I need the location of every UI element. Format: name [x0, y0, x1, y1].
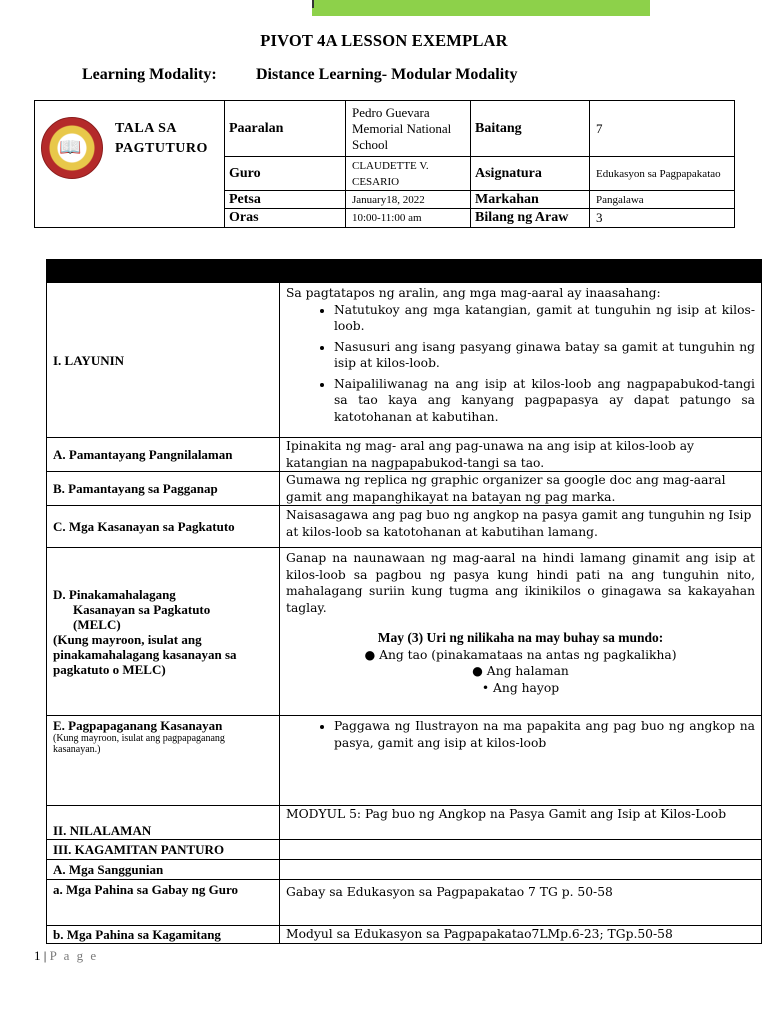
bilang-value: 3 [590, 209, 735, 228]
table-header-bar [47, 260, 762, 283]
pangnilalaman-label: A. Pamantayang Pangnilalaman [47, 438, 280, 472]
pagpapaganang-label: E. Pagpapaganang Kasanayan [53, 718, 223, 733]
melc-label-line2: Kasanayan sa Pagkatuto [73, 601, 211, 617]
layunin-item: • Nasusuri ang isang pasyang ginawa batay sa gamit at tunguhin ng isip at kilos-loob. [334, 339, 755, 372]
header-info-table [34, 100, 735, 228]
melc-list-item: • Ang hayop [481, 680, 560, 695]
bilang-label: Bilang ng Araw [471, 209, 590, 228]
learning-modality [82, 66, 517, 84]
kasanayan-label: C. Mga Kasanayan sa Pagkatuto [47, 506, 280, 548]
tala-sa-pagtuturo: TALA SA PAGTUTURO [115, 121, 208, 156]
melc-label-line3: (MELC) [73, 616, 121, 632]
markahan-label: Markahan [471, 191, 590, 209]
gabay-label: a. Mga Pahina sa Gabay ng Guro [47, 880, 280, 926]
layunin-intro: Sa pagtatapos ng aralin, ang mga mag-aaral ay inaasahang: [286, 286, 661, 300]
nilalaman-text: MODYUL 5: Pag buo ng Angkop na Pasya Gamit ang Isip at Kilos-Loob [280, 806, 762, 840]
logo-cell [35, 101, 225, 228]
layunin-content [280, 283, 762, 438]
baitang-label: Baitang [471, 101, 590, 157]
pagpapaganang-note: (Kung mayroon, isulat ang pagpapaganang kasanayan.) [53, 733, 225, 755]
school-seal-icon [41, 117, 103, 179]
pagpapaganang-item: • Paggawa ng Ilustrayon na ma papakita ang pag buo ng angkop na pasya, gamit ang isip at kilos-loob [334, 718, 755, 751]
pagganap-label: B. Pamantayang sa Pagganap [47, 472, 280, 506]
petsa-value: January18, 2022 [346, 191, 471, 209]
asignatura-label: Asignatura [471, 157, 590, 191]
paaralan-value: Pedro Guevara Memorial National School [346, 101, 471, 157]
guro-value: CLAUDETTE V. CESARIO [346, 157, 471, 191]
melc-label-note: (Kung mayroon, isulat ang pinakamahalagang kasanayan sa pagkatuto o MELC) [53, 631, 237, 677]
oras-value: 10:00-11:00 am [346, 209, 471, 228]
page-footer [34, 948, 98, 964]
guro-label: Guro [225, 157, 346, 191]
document-title: PIVOT 4A LESSON EXEMPLAR [260, 31, 508, 50]
top-color-bar [312, 0, 650, 16]
kasanayan-text: Naisasagawa ang pag buo ng angkop na pasya gamit ang tunguhin ng Isip at kilos-loob sa katotohanan at kabutihan lamang. [280, 506, 762, 548]
layunin-label: I. LAYUNIN [47, 283, 280, 438]
markahan-value: Pangalawa [590, 191, 735, 209]
page-word: P a g e [49, 948, 99, 963]
layunin-item: • Naipaliliwanag na ang isip at kilos-loob ang nagpapabukod-tangi sa tao kaya ang kanyang pagpapasya ay dapat patungo sa katotohanan at kabutihan. [334, 376, 755, 426]
melc-heading: May (3) Uri ng nilikaha na may buhay sa mundo: [377, 630, 664, 645]
melc-label [47, 548, 280, 716]
pagganap-text: Gumawa ng replica ng graphic organizer sa google doc ang mag-aaral gamit ang mapanghikayat na batayan ng pag marka. [280, 472, 762, 506]
sanggunian-empty [280, 860, 762, 880]
modality-value: Distance Learning- Modular Modality [256, 66, 518, 83]
melc-list-item: ● Ang halaman [472, 664, 569, 678]
oras-label: Oras [225, 209, 346, 228]
petsa-label: Petsa [225, 191, 346, 209]
page-number: 1 | [34, 948, 47, 963]
baitang-value: 7 [590, 101, 735, 157]
pagpapaganang-label-cell [47, 716, 280, 806]
book-icon: 📖 [59, 137, 82, 157]
kagamitang-label: b. Mga Pahina sa Kagamitang [47, 926, 280, 944]
pagpapaganang-content [280, 716, 762, 806]
pagpapaganang-list [286, 718, 755, 751]
pangnilalaman-text: Ipinakita ng mag- aral ang pag-unawa na ang isip at kilos-loob ay katangian na nagpapabukod-tangi sa tao. [280, 438, 762, 472]
kagamitang-text: Modyul sa Edukasyon sa Pagpapakatao7LMp.6-23; TGp.50-58 [280, 926, 762, 944]
top-bar-marker [312, 0, 314, 8]
kagamitan-label: III. KAGAMITAN PANTURO [47, 840, 280, 860]
gabay-text: Gabay sa Edukasyon sa Pagpapakatao 7 TG p. 50-58 [280, 880, 762, 926]
lesson-table [46, 259, 762, 944]
layunin-list [286, 302, 755, 426]
paaralan-label: Paaralan [225, 101, 346, 157]
melc-label-line1: D. Pinakamahalagang [53, 586, 176, 602]
asignatura-value: Edukasyon sa Pagpapakatao [590, 157, 735, 191]
melc-text: Ganap na naunawaan ng mag-aaral na hindi lamang ginamit ang isip at kilos-loob sa pagbou ng pasya kung hindi pati na ang tunguhin nito, mahalagang suriin kung tugma ang ikinikilos o ginagawa sa kakayahan taglay. [286, 551, 755, 615]
sanggunian-label: A. Mga Sanggunian [47, 860, 280, 880]
nilalaman-label: II. NILALAMAN [47, 806, 280, 840]
kagamitan-empty [280, 840, 762, 860]
layunin-item: • Natutukoy ang mga katangian, gamit at tunguhin ng isip at kilos-loob. [334, 302, 755, 335]
melc-list-item: ● Ang tao (pinakamataas na antas ng pagkalikha) [364, 647, 677, 662]
melc-content [280, 548, 762, 716]
modality-label: Learning Modality: [82, 66, 217, 83]
